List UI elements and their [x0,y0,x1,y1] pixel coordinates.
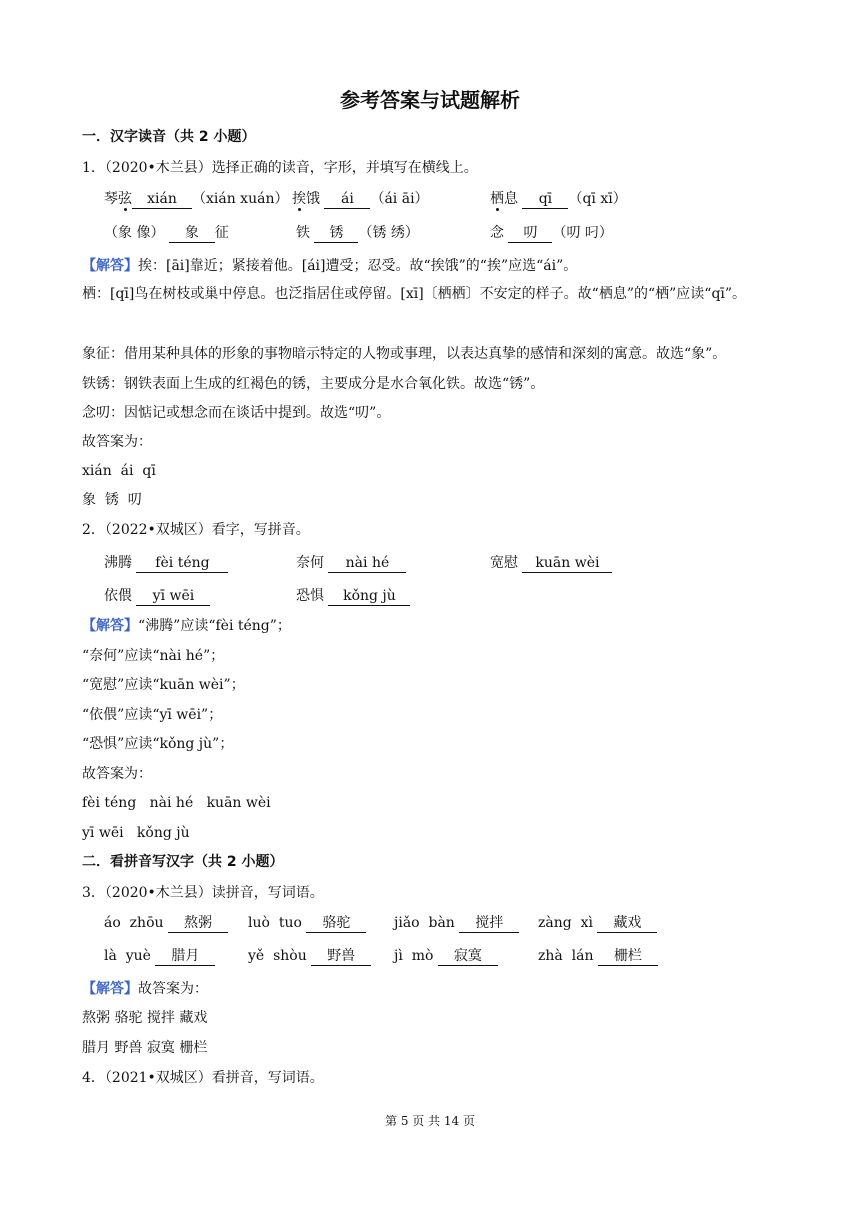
answer-blank: ái [324,190,370,209]
pinyin: zàng xì [538,915,593,931]
word-char: 琴 [104,191,118,207]
answer-blank: 栅栏 [598,947,658,966]
word-char-dotted: 栖 [490,191,504,207]
page-footer: 第 5 页 共 14 页 [385,1114,475,1128]
answer-blank: 熬粥 [168,914,228,933]
word-prefix: 念 [490,225,504,241]
answer-blank: 腊月 [155,947,215,966]
answer-tag: 【解答】 [82,981,138,997]
q2-item [104,585,210,606]
options: （叨 叼） [552,225,613,241]
q1-analysis-p1 [82,256,800,276]
answer-blank: fèi téng [136,554,228,573]
answer-blank: yī wēi [136,587,210,606]
q3-item [248,914,366,933]
q3-item [104,947,215,966]
q1-analysis-p3: 象征：借用某种具体的形象的事物暗示特定的人物或事理，以表达真挚的感情和深刻的寓意。故选“象”。 [82,346,727,362]
q3-item [538,914,657,933]
q1-word [104,191,132,207]
q2-analysis-l3: “宽慰”应读“kuān wèi”； [82,677,245,693]
q2-item [296,585,410,606]
q2-stem: 2．（2022•双城区）看字，写拼音。 [82,522,310,538]
q2-summary-label: 故答案为： [82,766,152,782]
pinyin: áo zhōu [104,915,164,931]
q1-item-ai [292,188,429,209]
section2-heading: 二．看拼音写汉字（共 2 小题） [82,854,284,870]
answer-blank: 寂寞 [438,947,498,966]
analysis-text: 故答案为： [138,981,208,997]
answer-blank: 藏戏 [597,914,657,933]
answer-blank: 象 [169,224,215,243]
q1-item-xian [104,188,288,209]
answer-blank: qī [522,190,568,209]
q2-summary-2: yī wēi kǒng jù [82,825,190,841]
word-char-dotted: 挨 [292,191,306,207]
pinyin: jiǎo bàn [394,915,455,931]
answer-blank: 搅拌 [459,914,519,933]
q3-item [104,914,228,933]
options: （锈 绣） [358,225,419,241]
q4-stem: 4．（2021•双城区）看拼音，写词语。 [82,1070,324,1086]
pinyin: zhà lán [538,948,594,964]
q1-summary-2: 象 锈 叨 [82,492,142,508]
q1-item-xiu [296,222,419,243]
q2-analysis-l1 [82,616,800,636]
q3-stem: 3．（2020•木兰县）读拼音，写词语。 [82,885,324,901]
word: 宽慰 [490,555,518,571]
q1-analysis-p5: 念叨：因惦记或想念而在谈话中提到。故选“叨”。 [82,405,391,421]
q1-summary-label: 故答案为： [82,434,152,450]
pinyin: luò tuo [248,915,302,931]
q3-analysis [82,979,800,999]
q2-item [296,552,406,573]
pinyin: jì mò [394,948,434,964]
answer-blank: xián [132,190,192,209]
answer-tag: 【解答】 [82,258,138,274]
q2-analysis-l2: “奈何”应读“nài hé”； [82,648,225,664]
section1-heading: 一．汉字读音（共 2 小题） [82,129,256,145]
answer-blank: kuān wèi [522,554,612,573]
pinyin: yě shòu [248,948,307,964]
q3-item [394,914,519,933]
q1-item-qi [490,188,627,209]
answer-tag: 【解答】 [82,618,138,634]
page-title: 参考答案与试题解析 [340,88,520,112]
word: 恐惧 [296,588,324,604]
answer-blank: 骆驼 [306,914,366,933]
q3-item [248,947,371,966]
word: 依偎 [104,588,132,604]
word: 沸腾 [104,555,132,571]
options: （qī xī） [568,191,627,207]
pinyin: là yuè [104,948,151,964]
q1-summary-1: xián ái qī [82,463,156,479]
word-char: 饿 [306,191,320,207]
q2-item [490,552,612,573]
answer-blank: nài hé [328,554,406,573]
q2-analysis-l4: “依偎”应读“yī wēi”； [82,707,223,723]
q1-item-dao [490,222,613,243]
word-char: 息 [504,191,518,207]
q3-item [394,947,498,966]
q1-item-xiang [104,222,229,243]
q1-analysis-p4: 铁锈：钢铁表面上生成的红褐色的锈，主要成分是水合氧化铁。故选“锈”。 [82,376,545,392]
answer-blank: 野兽 [311,947,371,966]
q3-summary-2: 腊月 野兽 寂寞 栅栏 [82,1040,208,1056]
q3-summary-1: 熬粥 骆驼 搅拌 藏戏 [82,1010,208,1026]
options: （象 像） [104,225,165,241]
answer-blank: 锈 [314,224,358,243]
word-char-dotted: 弦 [118,191,132,207]
options: （ái āi） [370,191,429,207]
analysis-text: 挨：[āi]靠近；紧接着他。[ái]遭受；忍受。故“挨饿”的“挨”应选“ái”。 [138,258,578,274]
q2-analysis-l5: “恐惧”应读“kǒng jù”； [82,736,234,752]
answer-blank: kǒng jù [328,587,410,606]
q2-summary-1: fèi téng nài hé kuān wèi [82,795,271,811]
options: （xián xuán） [192,191,289,207]
q1-stem: 1．（2020•木兰县）选择正确的读音，字形，并填写在横线上。 [82,160,478,176]
q1-analysis-p2: 栖：[qī]鸟在树枝或巢中停息。也泛指居住或停留。[xī]〔栖栖〕不安定的样子。故“栖息”的“栖”应读“qī”。 [82,286,747,302]
word: 奈何 [296,555,324,571]
word-suffix: 征 [214,225,229,241]
q3-item [538,947,658,966]
analysis-text: “沸腾”应读“fèi téng”； [138,618,291,634]
word-prefix: 铁 [296,225,310,241]
answer-blank: 叨 [508,224,552,243]
q2-item [104,552,228,573]
